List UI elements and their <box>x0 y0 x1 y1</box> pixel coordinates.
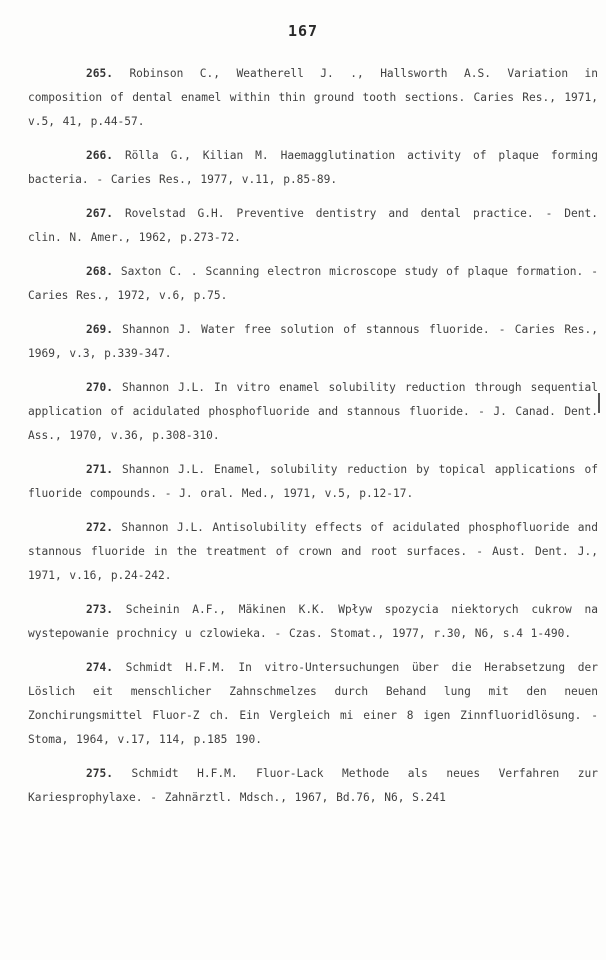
entry-text: Rölla G., Kilian M. Haemagglutination activity of plaque forming bacteria. - Caries Res., 1977, v.11, p.85-89. <box>28 149 598 186</box>
entry-text: Scheinin A.F., Mäkinen K.K. Wpływ spozycia niektorych cukrow na wystepowanie prochnicy u czlowieka. - Czas. Stomat., 1977, r.30, N6, s.4 1-490. <box>28 603 598 640</box>
entry-text: Robinson C., Weatherell J. ., Hallsworth A.S. Variation in composition of dental enamel within thin ground tooth sections. Caries Res., 1971, v.5, 41, p.44-57. <box>28 67 598 128</box>
entry-text: Rovelstad G.H. Preventive dentistry and dental practice. - Dent. clin. N. Amer., 1962, p.273-72. <box>28 207 598 244</box>
entry-number: 265. <box>86 67 113 80</box>
entry-number: 270. <box>86 381 113 394</box>
reference-entry-274 <box>28 656 598 752</box>
reference-entry-273 <box>28 598 598 646</box>
entry-text: Saxton C. . Scanning electron microscope study of plaque formation. - Caries Res., 1972, v.6, p.75. <box>28 265 598 302</box>
entry-text: Shannon J. Water free solution of stannous fluoride. - Caries Res., 1969, v.3, p.339-347. <box>28 323 598 360</box>
reference-entry-275 <box>28 762 598 810</box>
margin-mark <box>598 393 600 413</box>
entry-number: 271. <box>86 463 113 476</box>
page-number: 167 <box>287 22 319 40</box>
reference-entry-266 <box>28 144 598 192</box>
reference-entry-269 <box>28 318 598 366</box>
entry-number: 273. <box>86 603 113 616</box>
entry-number: 266. <box>86 149 113 162</box>
reference-entry-271 <box>28 458 598 506</box>
reference-list <box>28 62 598 820</box>
reference-entry-272 <box>28 516 598 588</box>
reference-entry-265 <box>28 62 598 134</box>
entry-text: Shannon J.L. Antisolubility effects of acidulated phosphofluoride and stannous fluoride in the treatment of crown and root surfaces. - Aust. Dent. J., 1971, v.16, p.24-242. <box>28 521 598 582</box>
entry-number: 269. <box>86 323 113 336</box>
reference-entry-267 <box>28 202 598 250</box>
reference-entry-268 <box>28 260 598 308</box>
entry-text: Schmidt H.F.M. In vitro-Untersuchungen über die Herabsetzung der Löslich eit menschlicher Zahnschmelzes durch Behand lung mit den neuen Zonchirungsmittel Fluor-Z ch. Ein Vergleich mi einer 8 igen Zinnfluoridlösung. - Stoma, 1964, v.17, 114, p.185 190. <box>28 661 598 746</box>
entry-number: 267. <box>86 207 113 220</box>
entry-number: 275. <box>86 767 113 780</box>
reference-entry-270 <box>28 376 598 448</box>
entry-number: 274. <box>86 661 113 674</box>
entry-number: 268. <box>86 265 113 278</box>
entry-text: Schmidt H.F.M. Fluor-Lack Methode als neues Verfahren zur Kariesprophylaxe. - Zahnärztl. Mdsch., 1967, Bd.76, N6, S.241 <box>28 767 598 804</box>
entry-text: Shannon J.L. In vitro enamel solubility reduction through sequential application of acidulated phosphofluoride and stannous fluoride. - J. Canad. Dent. Ass., 1970, v.36, p.308-310. <box>28 381 598 442</box>
entry-text: Shannon J.L. Enamel, solubility reduction by topical applications of fluoride compounds. - J. oral. Med., 1971, v.5, p.12-17. <box>28 463 598 500</box>
entry-number: 272. <box>86 521 113 534</box>
